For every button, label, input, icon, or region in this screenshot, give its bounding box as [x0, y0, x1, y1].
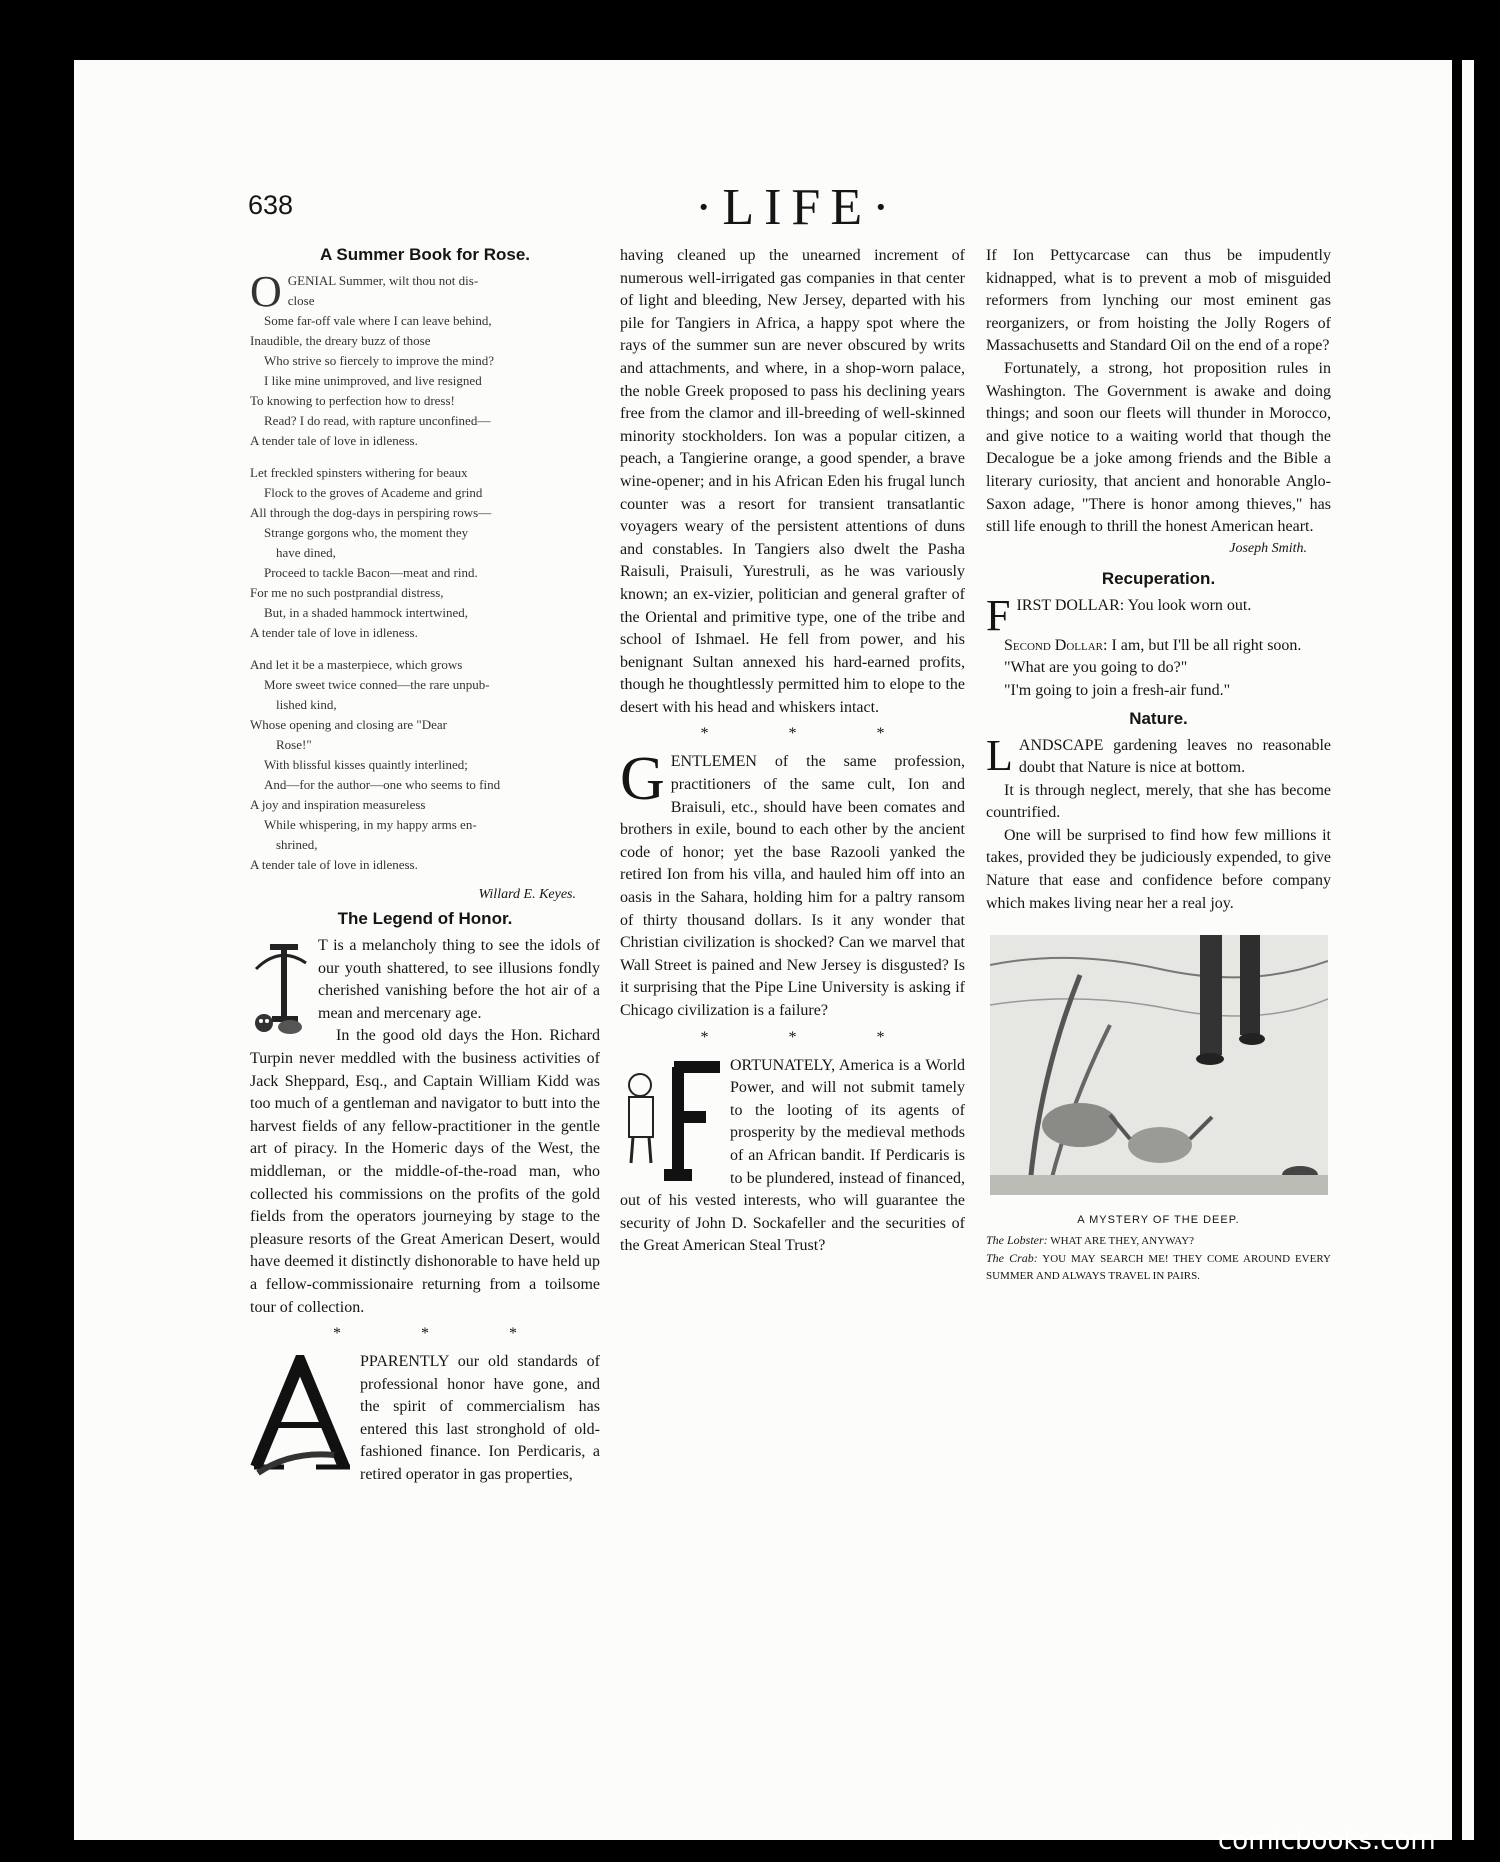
cartoon-caption-line-1: The Lobster: WHAT ARE THEY, ANYWAY? — [986, 1233, 1195, 1248]
poem-line: Whose opening and closing are "Dear — [250, 717, 447, 732]
poem-line: shrined, — [276, 837, 318, 852]
poem-line: A tender tale of love in idleness. — [250, 433, 418, 448]
poem-line: With blissful kisses quaintly interlined; — [264, 757, 468, 772]
poem-stanza-3 — [250, 655, 600, 875]
poem-line: I like mine unimproved, and live resigned — [264, 373, 482, 388]
recuperation-line-2: I am, but I'll be all right soon. — [1111, 636, 1302, 654]
masthead: ·LIFE· — [695, 179, 900, 236]
legend-paragraph-2: In the good old days the Hon. Richard Turpin never meddled with the business activities of Jack Sheppard, Esq., and Captain William Kidd was too much of a gentleman and navigator to butt into the harvest fields of any fellow-practitioner in the gentle art of piracy. In the Homeric days of the West, the middleman, or the middle-of-the-road man, who collected his commissions on the profits of the gold fields from the operators journeying by stage to the pleasure resorts of the Great American Desert, would have deemed it distinctly dishonorable to have held up a fellow-commissionaire returning from a toilsome tour of collection. — [250, 1027, 600, 1316]
poem-line: A tender tale of love in idleness. — [250, 857, 418, 872]
poem-line: close — [287, 293, 315, 308]
poem-line: Strange gorgons who, the moment they — [264, 525, 469, 540]
nature-paragraph-2: It is through neglect, merely, that she has become countrified. — [986, 781, 1331, 822]
poem-stanza-2 — [250, 463, 600, 643]
section-stars: * * * — [700, 725, 923, 743]
legend-paragraph-8: Fortunately, a strong, hot proposition rules in Washington. The Government is awake and doing things; and soon our fleets will thunder in Morocco, and give notice to a waiting world that though the Decalogue be a joke among friends and the Bible a literary curiosity, that ancient and honorable Anglo-Saxon adage, "There is honor among thieves," has still life enough to thrill the honest American heart. — [986, 359, 1331, 536]
poem-line: Proceed to tackle Bacon—meat and rind. — [264, 565, 478, 580]
cartoon-caption-line-2: The Crab: YOU MAY SEARCH ME! THEY COME AROUND EVERY SUMMER AND ALWAYS TRAVEL IN PAIRS. — [986, 1251, 1332, 1283]
poem-line: have dined, — [276, 545, 336, 560]
nature-paragraph-1: ANDSCAPE gardening leaves no reasonable doubt that Nature is nice at bottom. — [1018, 736, 1331, 777]
page-number: 638 — [248, 190, 294, 220]
poem — [250, 267, 600, 875]
poem-line: But, in a shaded hammock intertwined, — [264, 605, 468, 620]
nature-title: Nature. — [1129, 708, 1188, 728]
facing-page-edge — [1462, 60, 1474, 1840]
poem-line: To knowing to perfection how to dress! — [250, 393, 455, 408]
poem-stanza-1 — [250, 267, 600, 451]
legend-paragraph-7: If Ion Pettycarcase can thus be impudently kidnapped, what is to prevent a mob of misguided reformers from lynching our most eminent gas reorganizers, or from hoisting the Jolly Rogers of Massachusetts and Standard Oil on the end of a rope? — [986, 247, 1331, 355]
watermark: comicbooks.com — [1218, 1826, 1436, 1856]
poem-line: Read? I do read, with rapture unconfined— — [264, 413, 491, 428]
poem-line: GENIAL Summer, wilt thou not dis- — [287, 273, 479, 288]
poem-line: And let it be a masterpiece, which grows — [250, 657, 463, 672]
poem-author: Willard E. Keyes. — [478, 887, 576, 902]
poem-drop-cap: O — [250, 267, 282, 316]
poem-line: All through the dog-days in perspiring rows— — [250, 505, 492, 520]
legend-paragraph-1: T is a melancholy thing to see the idols of our youth shattered, to see illusions fondly cherished vanishing before the hot air of a mean and mercenary age. — [318, 937, 600, 1022]
poem-line: Flock to the groves of Academe and grind — [264, 485, 483, 500]
column-2 — [620, 245, 965, 1258]
poem-line: Inaudible, the dreary buzz of those — [250, 333, 431, 348]
speaker-first-dollar: IRST DOLLAR: — [1016, 596, 1125, 614]
column-1 — [250, 245, 600, 1487]
poem-title: A Summer Book for Rose. — [319, 245, 531, 264]
section-stars: * * * — [700, 1028, 923, 1046]
illustrated-drop-cap-f — [620, 1059, 724, 1183]
poem-line: And—for the author—one who seems to find — [264, 777, 501, 792]
poem-line: Some far-off vale where I can leave behind, — [264, 313, 492, 328]
recuperation-title: Recuperation. — [1101, 568, 1216, 588]
legend-paragraph-6: ORTUNATELY, America is a World Power, and will not submit tamely to the looting of its agents of prosperity by the medieval methods of an African bandit. If Perdicaris is to be plundered, instead of financed, out of his vested interests, who will guarantee the security of John D. Sockafeller and the securities of the Great American Steal Trust? — [620, 1056, 965, 1255]
column-3 — [986, 245, 1331, 1285]
illustrated-drop-cap-a — [250, 1355, 354, 1479]
recuperation-dialogue — [986, 590, 1331, 703]
poem-line: Who strive so fiercely to improve the mind? — [264, 353, 494, 368]
nature-paragraph-3: One will be surprised to find how few millions it takes, provided they be judiciously expended, to give Nature that ease and confidence before company which makes living near her a real joy. — [986, 826, 1331, 912]
cartoon-title: A MYSTERY OF THE DEEP. — [1077, 1214, 1240, 1227]
legend-paragraph-4: having cleaned up the unearned increment of numerous well-irrigated gas companies in that center of light and bleeding, New Jersey, departed with his pile for Tangiers in Africa, a happy spot where the rays of the summer sun are never obscured by writs and attachments, and where, in a shop-worn palace, the noble Greek proposed to pass his declining years free from the clamor and ill-breeding of well-skinned minority stockholders. Ion was a popular citizen, a peach, a Tangierine orange, a good spender, a brave wine-opener; and in his African Eden his frugal lunch counter was a resort for transient transatlantic voyagers weary of the persistent attentions of duns and constables. In Tangiers also dwelt the Pasha Raisuli, Praisuli, Yurestruli, as he was variously known; an ex-vizier, politician and general grafter of the Oriental and primitive type, one of the tribe and school of Ishmael. He fell from power, and his benignant Sultan annexed his hard-earned profits, though he thoughtlessly permitted him to elope to the desert with his head and whiskers intact. — [620, 247, 965, 716]
section-stars: * * * — [333, 1325, 555, 1343]
recuperation-line-4: "I'm going to join a fresh-air fund." — [1004, 681, 1231, 699]
drop-cap-l: L — [986, 730, 1013, 780]
legend-author: Joseph Smith. — [1229, 540, 1307, 556]
poem-line: Let freckled spinsters withering for beaux — [250, 465, 468, 480]
poem-line: While whispering, in my happy arms en- — [264, 817, 477, 832]
recuperation-line-1: You look worn out. — [1127, 596, 1252, 614]
legend-paragraph-5: ENTLEMEN of the same profession, practitioners of the same cult, Ion and Braisuli, etc., should have been comates and brothers in exile, bound to each other by the ancient code of honor; yet the base Razooli yanked the retired Ion from his villa, and hauled him off into an oasis in the Sahara, holding him for a paltry ransom of thirty thousand dollars. Is it any wonder that Christian civilization is shocked? Can we marvel that Wall Street is pained and New Jersey is disgusted? Is it surprising that the Pipe Line University is asking if Chicago civilization is a failure? — [620, 753, 965, 1019]
legend-title: The Legend of Honor. — [337, 909, 513, 928]
cartoon-illustration — [990, 935, 1328, 1195]
poem-line: A tender tale of love in idleness. — [250, 625, 418, 640]
drop-cap-f-small: F — [986, 590, 1011, 640]
speaker-second-dollar: Second Dollar: — [1004, 636, 1108, 654]
drop-cap-g: G — [620, 745, 665, 814]
poem-line: Rose!" — [276, 737, 312, 752]
poem-line: More sweet twice conned—the rare unpub- — [264, 677, 490, 692]
poem-line: For me no such postprandial distress, — [250, 585, 444, 600]
poem-line: lished kind, — [276, 697, 337, 712]
poem-line: A joy and inspiration measureless — [250, 797, 426, 812]
illustrated-drop-cap-i — [250, 939, 312, 1035]
recuperation-line-3: "What are you going to do?" — [1004, 659, 1188, 677]
legend-paragraph-3: PPARENTLY our old standards of professional honor have gone, and the spirit of commercialism has entered this last stronghold of old-fashioned finance. Ion Perdicaris, a retired operator in gas properties, — [360, 1353, 600, 1484]
